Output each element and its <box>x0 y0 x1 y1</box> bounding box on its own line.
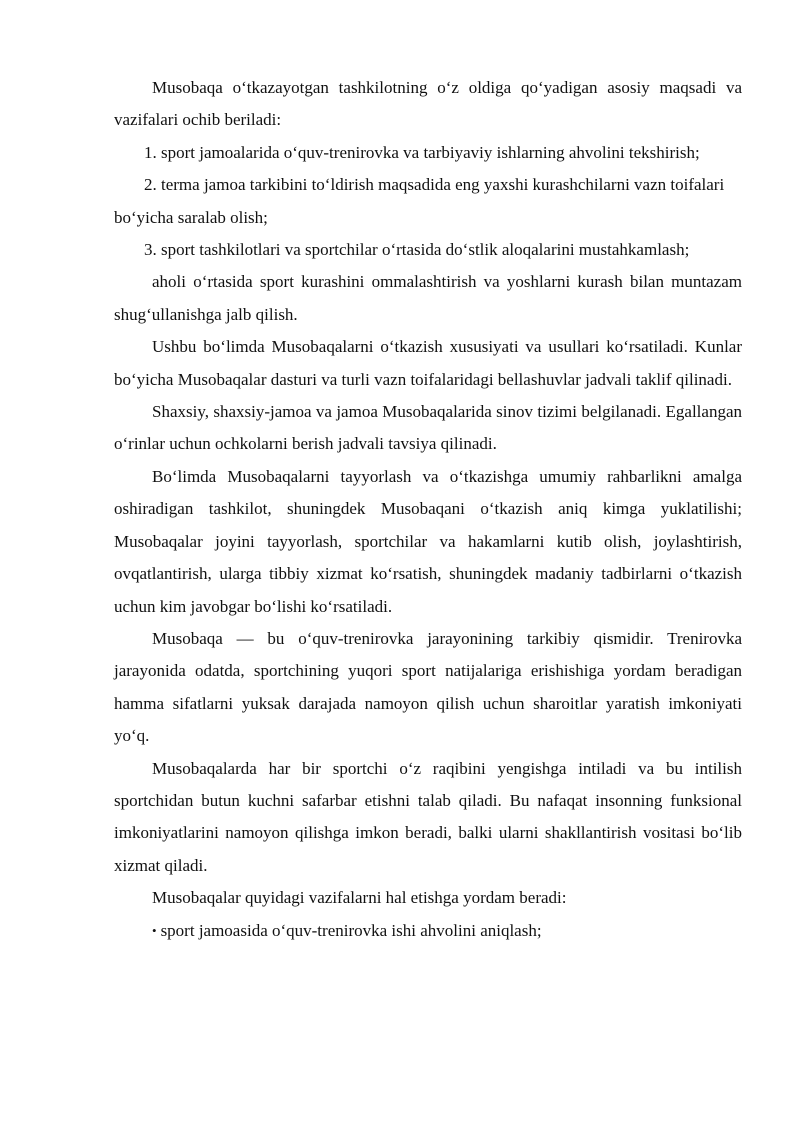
body-paragraph-musobaqalarda: Musobaqalarda har bir sportchi o‘z raqibini yengishga intiladi va bu intilish sportchidan butun kuchni safarbar etishni talab qiladi. Bu nafaqat insonning funksional imkoniyatlarini namoyon qilishga imkon beradi, balki ularni shakllantirish vositasi bo‘lib xizmat qiladi. <box>114 758 742 875</box>
body-paragraph-aholi: aholi o‘rtasida sport kurashini ommalashtirish va yoshlarni kurash bilan muntazam shug‘ullanishga jalb qilish. <box>114 272 742 324</box>
body-paragraph-ushbu: Ushbu bo‘limda Musobaqalarni o‘tkazish xususiyati va usullari ko‘rsatiladi. Kunlar bo‘yicha Musobaqalar dasturi va turli vazn toifalaridagi bellashuvlar jadvali taklif qilinadi. <box>114 337 742 389</box>
body-paragraph-bolimda: Bo‘limda Musobaqalarni tayyorlash va o‘tkazishga umumiy rahbarlikni amalga oshiradigan tashkilot, shuningdek Musobaqani o‘tkazish aniq kimga yuklatilishi; Musobaqalar joyini tayyorlash, sportchilar va hakamlarni kutib olish, joylashtirish, ovqatlantirish, ularga tibbiy xizmat ko‘rsatish, shuningdek madaniy tadbirlarni o‘tkazish uchun kim javobgar bo‘lishi ko‘rsatiladi. <box>114 466 742 616</box>
body-paragraph-shaxsiy: Shaxsiy, shaxsiy-jamoa va jamoa Musobaqalarida sinov tizimi belgilanadi. Egallangan o‘rinlar uchun ochkolarni berish jadvali tavsiya qilinadi. <box>114 402 742 454</box>
numbered-item-1: 1. sport jamoalarida o‘quv-trenirovka va tarbiyaviy ishlarning ahvolini tekshirish; <box>144 142 700 162</box>
numbered-item-3: 3. sport tashkilotlari va sportchilar o‘rtasida do‘stlik aloqalarini mustahkamlash; <box>144 240 690 260</box>
bullet-icon: • <box>152 922 157 938</box>
body-paragraph-vazifalar: Musobaqalar quyidagi vazifalarni hal etishga yordam beradi: <box>152 888 567 908</box>
bullet-item-text: sport jamoasida o‘quv-trenirovka ishi ahvolini aniqlash; <box>160 920 542 940</box>
body-paragraph-musobaqa: Musobaqa — bu o‘quv-trenirovka jarayonining tarkibiy qismidir. Trenirovka jarayonida odatda, sportchining yuqori sport natijalariga erishishiga yordam beradigan hamma sifatlarni yuksak darajada namoyon qilish uchun sharoitlar yaratish imkoniyati yo‘q. <box>114 628 742 746</box>
intro-paragraph: Musobaqa o‘tkazayotgan tashkilotning o‘z oldiga qo‘yadigan asosiy maqsadi va vazifalari ochib beriladi: <box>114 78 742 130</box>
bullet-item-1 <box>114 915 742 948</box>
numbered-item-2: 2. terma jamoa tarkibini to‘ldirish maqsadida eng yaxshi kurashchilarni vazn toifalari bo‘yicha saralab olish; <box>114 175 725 227</box>
